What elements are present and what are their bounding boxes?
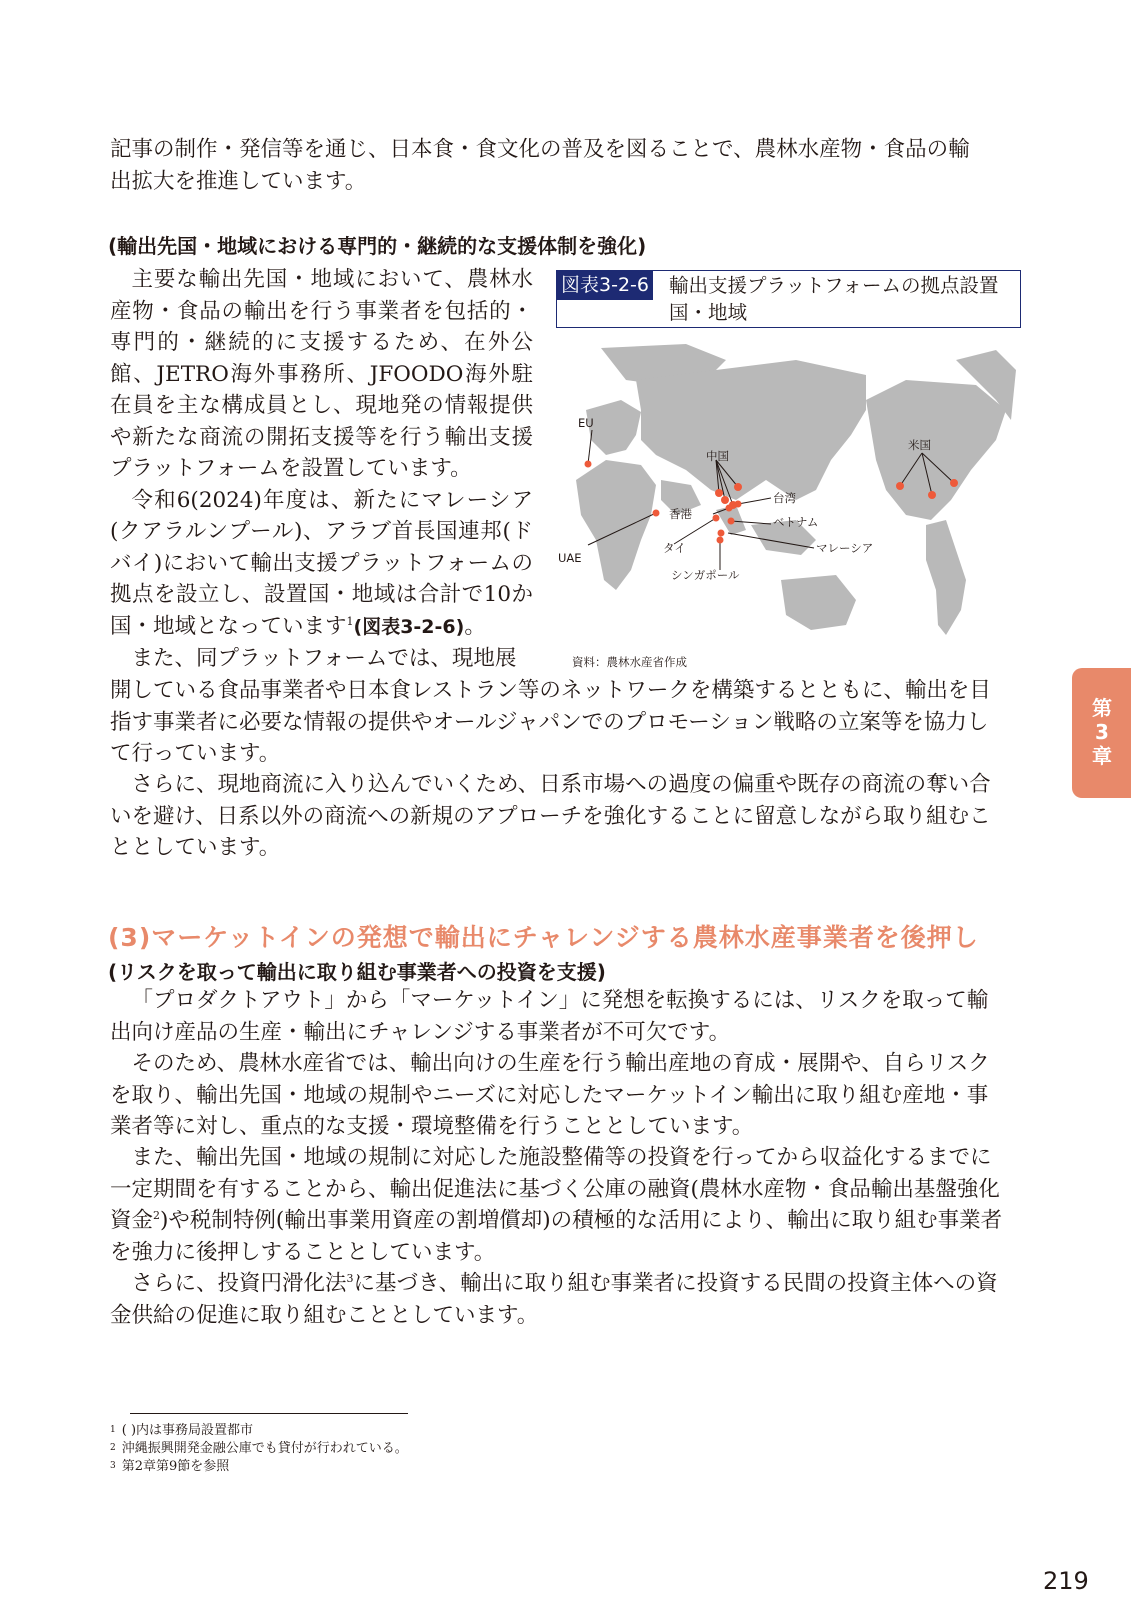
marker-usa-west bbox=[896, 482, 904, 490]
marker-usa-central bbox=[928, 491, 936, 499]
footnote-ref-1: 1 bbox=[346, 614, 354, 628]
paragraph-financing: また、輸出先国・地域の規制に対応した施設整備等の投資を行ってから収益化するまでに一定期間を有することから、輸出促進法に基づく公庫の融資(農林水産物・食品輸出基盤強化資金$^2$)や税制特例(輸出事業用資産の割増償却)の積極的な活用により、輸出に取り組む事業者を強力に後押しすることとしています。 bbox=[110, 1145, 1003, 1265]
label-thailand: タイ bbox=[663, 541, 686, 555]
intro-line-2: 出拡大を推進しています。 bbox=[110, 169, 367, 194]
marker-uae bbox=[653, 510, 660, 517]
intro-line-1: 記事の制作・発信等を通じ、日本食・食文化の普及を図ることで、農林水産物・食品の輸 bbox=[110, 137, 970, 162]
marker-china-2 bbox=[721, 496, 729, 504]
marker-thailand bbox=[713, 515, 720, 522]
paragraph-reiwa6: 令和6(2024)年度は、新たにマレーシア(クアラルンプール)、アラブ首長国連邦(ドバイ)において輸出支援プラットフォームの拠点を設立し、設置国・地域は合計で10か国・地域となっています$^1$(図表3-2-6)。 bbox=[110, 487, 533, 639]
paragraph-market-in: 「プロダクトアウト」から「マーケットイン」に発想を転換するには、リスクを取って輸出向け産品の生産・輸出にチャレンジする事業者が不可欠です。 bbox=[110, 988, 989, 1045]
footnote-1: $^1$ ( )内は事務局設置都市 bbox=[110, 1423, 254, 1438]
paragraph-investment-law: さらに、投資円滑化法$^3$に基づき、輸出に取り組む事業者に投資する民間の投資主体への資金供給の促進に取り組むこととしています。 bbox=[110, 1271, 998, 1328]
subheading-investment: (リスクを取って輸出に取り組む事業者への投資を支援) bbox=[108, 960, 606, 984]
chapter-tab-label: 第3章 bbox=[1092, 696, 1112, 768]
label-hongkong: 香港 bbox=[669, 507, 692, 521]
marker-eu bbox=[585, 461, 592, 468]
footnote-2: $^2$ 沖縄振興開発金融公庫でも貸付が行われている。 bbox=[110, 1441, 408, 1456]
label-singapore: シンガポール bbox=[671, 568, 740, 582]
page-number: 219 bbox=[1043, 1567, 1089, 1595]
paragraph-market-entry: さらに、現地商流に入り込んでいくため、日系市場への過度の偏重や既存の商流の奪い合いを避け、日系以外の商流への新規のアプローチを強化することに留意しながら取り組むこととしています。 bbox=[110, 772, 991, 860]
left-column-text bbox=[110, 264, 533, 675]
marker-singapore bbox=[717, 537, 724, 544]
marker-taiwan bbox=[735, 501, 742, 508]
world-map-figure bbox=[558, 340, 1021, 645]
section-title: (3)マーケットインの発想で輸出にチャレンジする農林水産事業者を後押し bbox=[108, 923, 979, 952]
paragraph-network-start: また、同プラットフォームでは、現地展 bbox=[131, 646, 517, 671]
label-malaysia: マレーシア bbox=[816, 541, 874, 555]
figure-label: 図表3-2-6 bbox=[557, 271, 653, 300]
marker-usa-east bbox=[950, 479, 958, 487]
paragraph-ministry: そのため、農林水産省では、輸出向けの生産を行う輸出産地の育成・展開や、自らリスクを取り、輸出先国・地域の規制やニーズに対応したマーケットイン輸出に取り組む産地・事業者等に対し、重点的な支援・環境整備を行うこととしています。 bbox=[110, 1051, 990, 1139]
marker-vietnam bbox=[728, 518, 735, 525]
footnote-3: $^3$ 第2章第9節を参照 bbox=[110, 1459, 230, 1474]
paragraph-network-cont: 開している食品事業者や日本食レストラン等のネットワークを構築するとともに、輸出を目指す事業者に必要な情報の提供やオールジャパンでのプロモーション戦略の立案等を協力して行っています。 bbox=[110, 678, 991, 766]
label-usa: 米国 bbox=[908, 438, 931, 452]
footnote-ref-3: 3 bbox=[346, 1271, 354, 1285]
marker-malaysia bbox=[718, 530, 725, 537]
marker-hongkong bbox=[726, 505, 733, 512]
footnote-divider bbox=[130, 1413, 408, 1414]
paragraph-platform: 主要な輸出先国・地域において、農林水産物・食品の輸出を行う事業者を包括的・専門的・継続的に支援するため、在外公館、JETRO海外事務所、JFOODO海外駐在員を主な構成員とし、現地発の情報提供や新たな商流の開拓支援等を行う輸出支援プラットフォームを設置しています。 bbox=[110, 267, 533, 481]
label-eu: EU bbox=[578, 416, 594, 430]
figure-header bbox=[556, 270, 1021, 328]
marker-china-1 bbox=[715, 489, 723, 497]
label-china: 中国 bbox=[706, 449, 729, 463]
label-uae: UAE bbox=[558, 551, 582, 565]
figure-reference: (図表3-2-6) bbox=[353, 615, 465, 638]
label-taiwan: 台湾 bbox=[773, 491, 796, 505]
figure-source: 資料：農林水産省作成 bbox=[572, 655, 687, 669]
map-landmass bbox=[576, 344, 1016, 635]
subheading-support-system: (輸出先国・地域における専門的・継続的な支援体制を強化) bbox=[108, 234, 647, 258]
label-vietnam: ベトナム bbox=[773, 515, 819, 529]
footnote-ref-2: 2 bbox=[153, 1208, 161, 1222]
marker-china-4 bbox=[734, 483, 742, 491]
figure-title: 輸出支援プラットフォームの拠点設置国・地域 bbox=[669, 274, 999, 324]
